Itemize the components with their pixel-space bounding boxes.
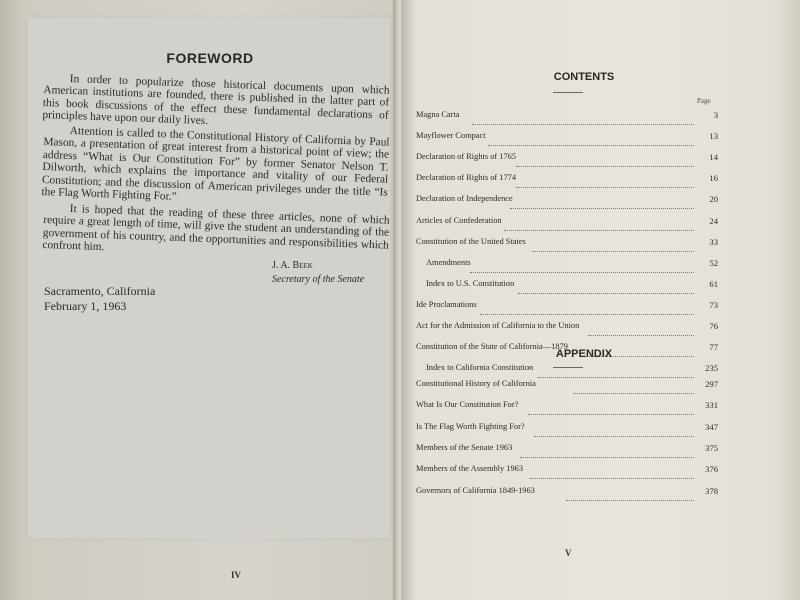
toc-page-number: 52 [709, 257, 718, 268]
toc-leader-dots [480, 314, 694, 315]
toc-row [416, 173, 718, 193]
toc-page-number: 61 [709, 278, 718, 289]
toc-page-number: 76 [709, 321, 718, 331]
toc-entry-title: Members of the Assembly 1963 [416, 464, 524, 474]
toc-page-number: 20 [709, 194, 718, 205]
toc-page-number: 77 [709, 342, 718, 353]
toc-row [416, 464, 718, 484]
toc-page-number: 3 [713, 110, 718, 120]
toc-row [416, 279, 718, 299]
place-date [44, 284, 155, 314]
toc-entry-title: Index to U.S. Constitution [426, 278, 515, 288]
toc-entry-title: Members of the Senate 1963 [416, 442, 513, 452]
foreword-paragraph-1-text: In order to popularize those historical documents upon which American institutions are founded, there is published in the latter part of this book discussions of the effect these fundamental declarations of principles have upon our daily lives. [42, 72, 390, 128]
toc-page-number: 13 [709, 131, 718, 142]
toc-leader-dots [488, 145, 694, 146]
toc-page-number: 14 [709, 152, 718, 163]
toc-row [416, 379, 718, 399]
foreword-paragraph-2 [41, 124, 389, 211]
toc-row [416, 152, 718, 172]
toc-entry-title: Governors of California 1849-1963 [416, 485, 535, 495]
page-column-header: Page [697, 97, 711, 105]
toc-leader-dots [518, 293, 694, 294]
appendix-rule [553, 367, 583, 368]
toc-leader-dots [516, 187, 694, 188]
toc-entry-title: Act for the Admission of California to the Union [416, 321, 580, 330]
toc-leader-dots [516, 166, 694, 167]
contents-title: CONTENTS [553, 71, 615, 83]
foreword-title: FOREWORD [166, 50, 254, 66]
toc-row [416, 194, 718, 214]
date: February 1, 1963 [44, 299, 127, 313]
toc-page-number: 235 [705, 363, 718, 374]
toc-row [416, 400, 718, 420]
toc-row [416, 237, 718, 257]
toc-entry-title: Mayflower Compact [416, 131, 486, 141]
page-number-right: V [565, 548, 572, 558]
toc-row [416, 321, 718, 341]
toc-row [416, 110, 718, 130]
toc-entry-title: Constitution of the United States [416, 236, 526, 246]
toc-entry-title: Amendments [426, 257, 471, 267]
toc-page-number: 347 [705, 421, 718, 432]
toc-entry-title: Is The Flag Worth Fighting For? [416, 421, 525, 431]
toc-leader-dots [573, 393, 694, 394]
toc-leader-dots [510, 208, 694, 209]
toc-page-number: 375 [705, 442, 718, 453]
toc-leader-dots [520, 457, 694, 458]
toc-entry-title: Index to California Constitution [426, 363, 534, 373]
toc-row [416, 131, 718, 151]
toc-leader-dots [528, 414, 694, 415]
toc-page-number: 33 [709, 236, 718, 247]
toc-row [416, 258, 718, 278]
appendix-title: APPENDIX [555, 348, 613, 360]
toc-row [416, 443, 718, 463]
toc-leader-dots [472, 124, 694, 125]
toc-leader-dots [532, 251, 694, 252]
foreword-paragraph-3-text: It is hoped that the reading of these three articles, none of which require a great length of time, will give the student an understanding of the government of his country, and the opportunities and responsibilities which confront him. [42, 202, 390, 254]
toc-entry-title: Articles of Confederation [416, 215, 502, 225]
toc-leader-dots [566, 500, 694, 501]
toc-leader-dots [534, 436, 694, 437]
toc-leader-dots [530, 478, 694, 479]
signature-title: Secretary of the Senate [272, 274, 365, 285]
toc-page-number: 331 [705, 400, 718, 411]
signature-name: J. A. Beek [272, 260, 313, 271]
place: Sacramento, California [44, 284, 156, 298]
toc-entry-title: What Is Our Constitution For? [416, 400, 519, 410]
toc-page-number: 24 [709, 215, 718, 226]
toc-leader-dots [470, 272, 694, 273]
toc-row [416, 216, 718, 236]
foreword-paragraph-2-text: Attention is called to the Constitutional History of California by Paul Mason, a presentation of great interest from a historical point of view; the address “What is Our Constitution For” by former Senator Nelson T. Dilworth, which explains the importance and vitality of our Federal Constitution; and the discussion of American privileges under the title “Is the Flag Worth Fighting For.” [41, 124, 390, 203]
toc-row [416, 422, 718, 442]
toc-leader-dots [504, 230, 694, 231]
book-gutter [393, 0, 401, 600]
toc-entry-title: Constitutional History of California [416, 379, 536, 388]
toc-entry-title: Declaration of Rights of 1765 [416, 152, 517, 162]
page-number-left: IV [231, 570, 242, 580]
toc-entry-title: Declaration of Rights of 1774 [416, 173, 517, 183]
toc-page-number: 378 [705, 485, 718, 496]
toc-page-number: 376 [705, 464, 718, 475]
toc-entry-title: Ide Proclamations [416, 299, 477, 309]
toc-entry-title: Declaration of Independence [416, 194, 513, 204]
toc-page-number: 16 [709, 173, 718, 184]
toc-entry-title: Magna Carta [416, 110, 460, 119]
toc-entry-title: Constitution of the State of California—1879 [416, 342, 568, 352]
toc-row [416, 300, 718, 320]
toc-leader-dots [588, 335, 694, 336]
page-edge [778, 0, 800, 600]
toc-page-number: 73 [709, 299, 718, 310]
toc-page-number: 297 [705, 379, 718, 389]
signature [272, 259, 402, 287]
toc-row [416, 486, 718, 506]
contents-rule [553, 92, 583, 93]
